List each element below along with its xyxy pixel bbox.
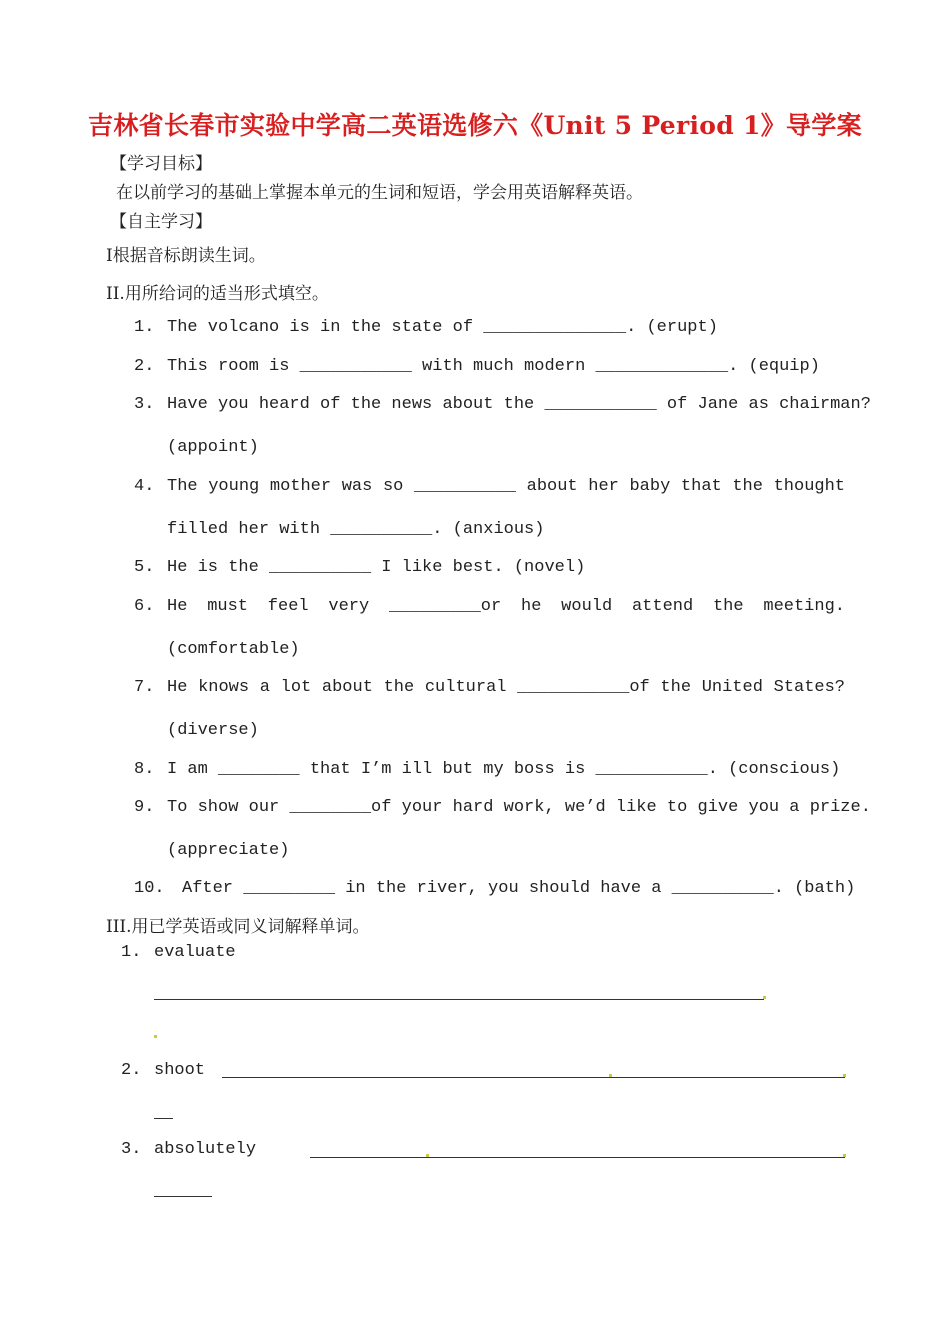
mark-dot — [426, 1154, 429, 1157]
question-number: 2. — [134, 357, 155, 376]
answer-line — [154, 1196, 212, 1197]
question-number: 7. — [134, 678, 155, 697]
question-text: He must feel very _________or he would attend the meeting. — [167, 597, 845, 616]
explain-number: 2. — [121, 1061, 142, 1080]
explain-number: 1. — [121, 943, 142, 962]
question-number: 5. — [134, 558, 155, 577]
question-text: I am ________ that I’m ill but my boss is ___________. (conscious) — [167, 760, 841, 779]
question-continuation: (appoint) — [167, 438, 259, 457]
question-text: The young mother was so __________ about her baby that the thought — [167, 477, 845, 496]
answer-line — [154, 1118, 173, 1119]
question-text: The volcano is in the state of ______________. (erupt) — [167, 318, 718, 337]
question-continuation: (comfortable) — [167, 640, 300, 659]
explain-word: evaluate — [154, 943, 236, 962]
objectives-text: 在以前学习的基础上掌握本单元的生词和短语，学会用英语解释英语。 — [116, 183, 643, 203]
question-number: 10. — [134, 879, 165, 898]
answer-line — [222, 1077, 845, 1078]
question-continuation: (appreciate) — [167, 841, 290, 860]
question-number: 1. — [134, 318, 155, 337]
question-number: 9. — [134, 798, 155, 817]
question-number: 8. — [134, 760, 155, 779]
question-text: After _________ in the river, you should have a __________. (bath) — [182, 879, 856, 898]
mark-dot — [154, 1035, 157, 1038]
part-two-heading: II.用所给词的适当形式填空。 — [106, 284, 329, 304]
question-number: 3. — [134, 395, 155, 414]
document-title: 吉林省长春市实验中学高二英语选修六《Unit 5 Period 1》导学案 — [88, 111, 862, 140]
question-text: This room is ___________ with much modern _____________. (equip) — [167, 357, 820, 376]
objectives-heading: 【学习目标】 — [110, 154, 212, 174]
answer-line — [310, 1157, 845, 1158]
question-text: Have you heard of the news about the ___________ of Jane as chairman? — [167, 395, 871, 414]
mark-dot — [843, 1154, 846, 1157]
self-study-heading: 【自主学习】 — [110, 212, 212, 232]
mark-dot — [843, 1074, 846, 1077]
part-one-heading: I根据音标朗读生词。 — [106, 246, 266, 266]
explain-word: shoot — [154, 1061, 206, 1080]
explain-word: absolutely — [154, 1140, 257, 1159]
question-text: To show our ________of your hard work, we’d like to give you a prize. — [167, 798, 871, 817]
question-text: He knows a lot about the cultural ___________of the United States? — [167, 678, 845, 697]
mark-dot — [763, 996, 766, 999]
question-continuation: (diverse) — [167, 721, 259, 740]
mark-dot — [609, 1074, 612, 1077]
question-number: 4. — [134, 477, 155, 496]
answer-line — [154, 999, 764, 1000]
question-text: He is the __________ I like best. (novel) — [167, 558, 586, 577]
question-number: 6. — [134, 597, 155, 616]
explain-number: 3. — [121, 1140, 142, 1159]
part-three-heading: III.用已学英语或同义词解释单词。 — [106, 917, 370, 937]
question-continuation: filled her with __________. (anxious) — [167, 520, 545, 539]
